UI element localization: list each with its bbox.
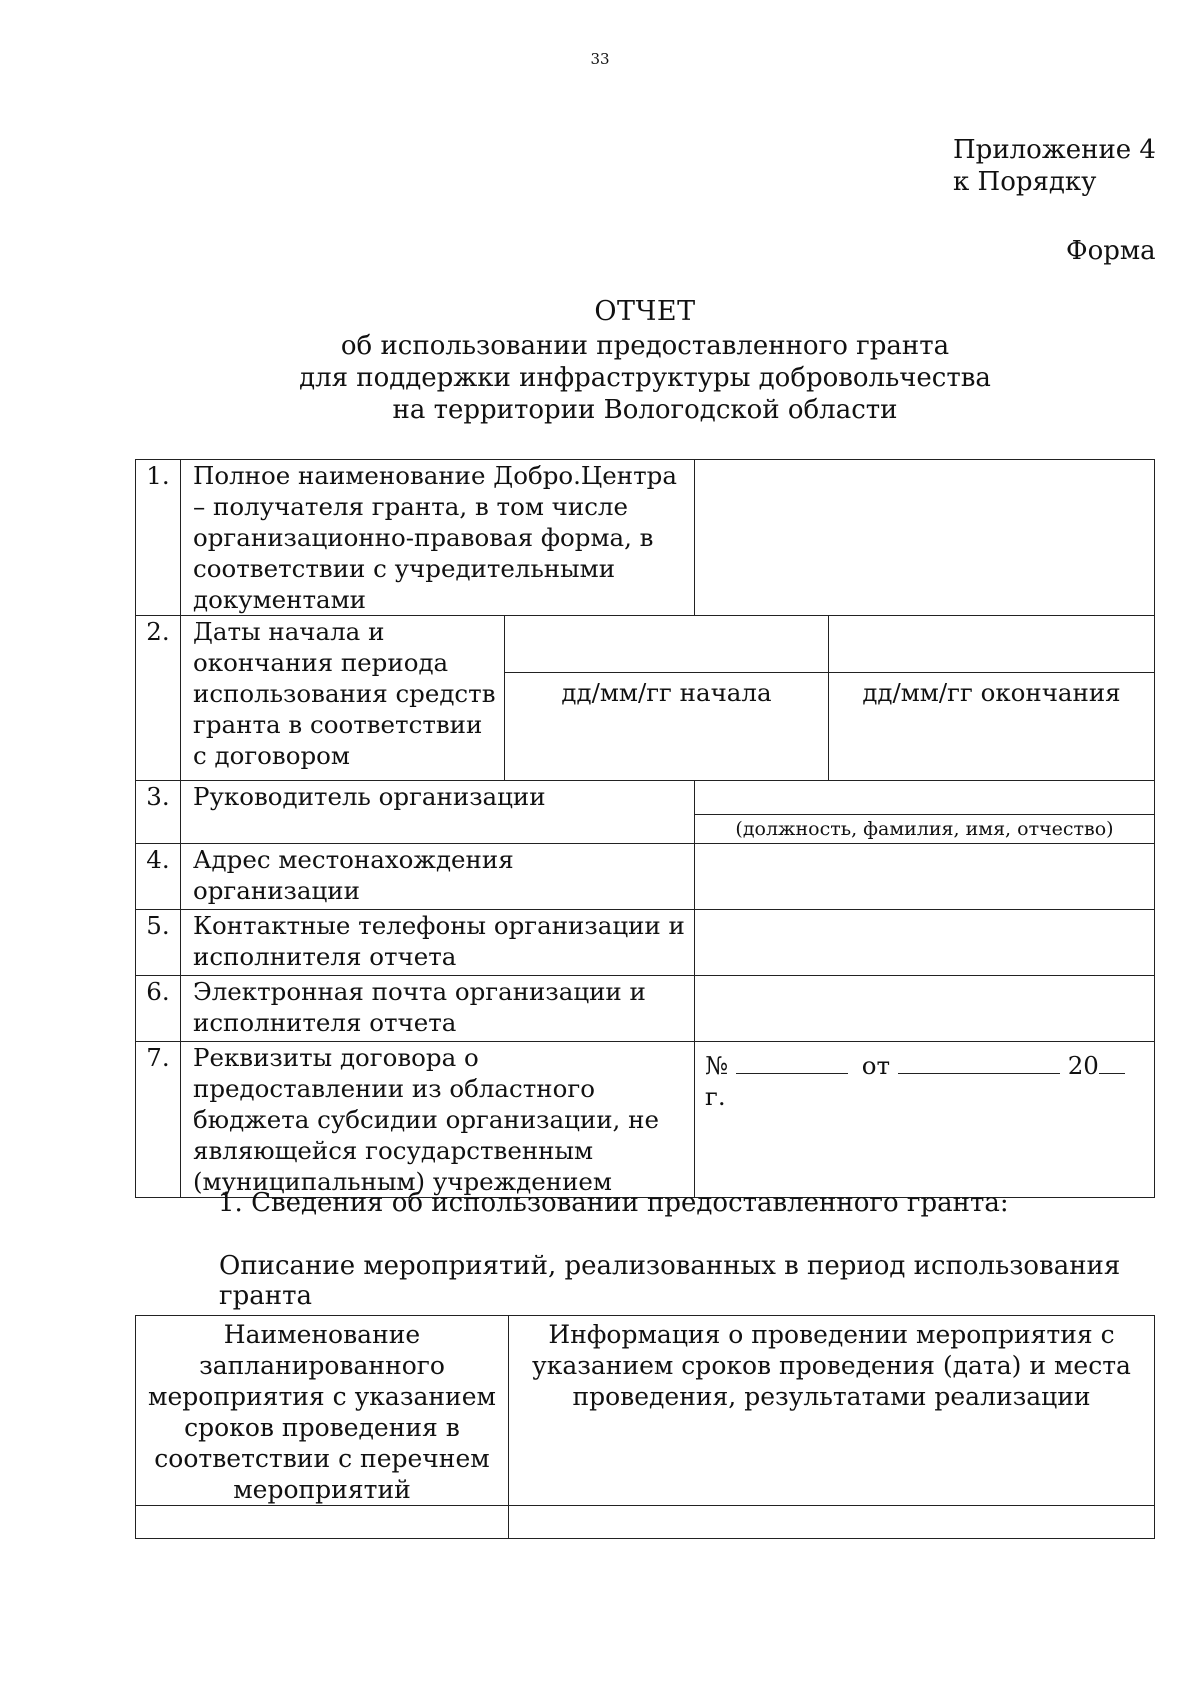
number-sign: №	[705, 1051, 729, 1080]
row-number: 4.	[136, 844, 181, 910]
title-main: ОТЧЕТ	[594, 296, 696, 327]
row-label: Даты начала и окончания периода использования средств гранта в соответствии с договором	[181, 616, 505, 781]
from-word: от	[861, 1051, 891, 1080]
end-date-cell[interactable]	[829, 616, 1155, 781]
row-label: Руководитель организации	[181, 781, 695, 844]
table-row	[136, 616, 1155, 781]
appendix-line-1: Приложение 4	[953, 135, 1156, 165]
start-date-caption: дд/мм/гг начала	[505, 672, 828, 708]
report-table	[135, 459, 1155, 1198]
end-date-field[interactable]	[829, 616, 1154, 672]
row-number: 6.	[136, 976, 181, 1042]
appendix-line-2: к Порядку	[953, 167, 1097, 197]
year-prefix: 20	[1067, 1051, 1099, 1080]
table-row	[136, 1042, 1155, 1198]
value-field[interactable]	[695, 976, 1155, 1042]
value-field[interactable]	[695, 460, 1155, 616]
col1-header: Наименование запланированного мероприятия с указанием сроков проведения в соответствии с перечнем мероприятий	[136, 1316, 509, 1506]
row-label: Электронная почта организации и исполнителя отчета	[181, 976, 695, 1042]
event-name-field[interactable]	[136, 1506, 509, 1539]
row-label: Реквизиты договора о предоставлении из областного бюджета субсидии организации, не являющейся государственным (муниципальным) учреждением	[181, 1042, 695, 1198]
contract-number-blank[interactable]	[736, 1051, 848, 1074]
row-number: 1.	[136, 460, 181, 616]
row-number: 2.	[136, 616, 181, 781]
end-date-caption: дд/мм/гг окончания	[829, 672, 1154, 708]
value-field[interactable]	[695, 844, 1155, 910]
row-label: Контактные телефоны организации и исполнителя отчета	[181, 910, 695, 976]
section-heading: 1. Сведения об использовании предоставленного гранта:	[218, 1188, 1009, 1218]
col2-header: Информация о проведении мероприятия с указанием сроков проведения (дата) и места проведения, результатами реализации	[509, 1316, 1155, 1506]
manager-field[interactable]	[695, 781, 1154, 815]
contract-details-cell[interactable]	[695, 1042, 1155, 1198]
row-number: 3.	[136, 781, 181, 844]
document-title	[0, 296, 1200, 426]
table-row	[136, 844, 1155, 910]
event-info-field[interactable]	[509, 1506, 1155, 1539]
year-blank[interactable]	[1099, 1051, 1125, 1074]
table-row	[136, 910, 1155, 976]
title-line-1: об использовании предоставленного гранта	[340, 331, 950, 361]
manager-caption: (должность, фамилия, имя, отчество)	[735, 818, 1114, 840]
manager-cell[interactable]	[695, 781, 1155, 844]
table-row	[136, 781, 1155, 844]
form-label: Форма	[1066, 236, 1156, 266]
table-row	[136, 1506, 1155, 1539]
start-date-cell[interactable]	[505, 616, 829, 781]
table-row	[136, 460, 1155, 616]
row-label: Полное наименование Добро.Центра – получателя гранта, в том числе организационно-правовая форма, в соответствии с учредительными документами	[181, 460, 695, 616]
title-line-2: для поддержки инфраструктуры добровольчества	[299, 363, 991, 393]
row-number: 5.	[136, 910, 181, 976]
row-number: 7.	[136, 1042, 181, 1198]
row-label: Адрес местонахождения организации	[181, 844, 695, 910]
appendix-reference	[953, 134, 1156, 198]
year-suffix: г.	[705, 1082, 726, 1111]
page-number: 33	[590, 50, 610, 68]
events-table	[135, 1315, 1155, 1539]
start-date-field[interactable]	[505, 616, 828, 672]
section-description: Описание мероприятий, реализованных в период использования гранта	[219, 1251, 1121, 1311]
value-field[interactable]	[695, 910, 1155, 976]
contract-date-blank[interactable]	[898, 1051, 1060, 1074]
table-header-row	[136, 1316, 1155, 1506]
table-row	[136, 976, 1155, 1042]
title-line-3: на территории Вологодской области	[392, 395, 898, 425]
